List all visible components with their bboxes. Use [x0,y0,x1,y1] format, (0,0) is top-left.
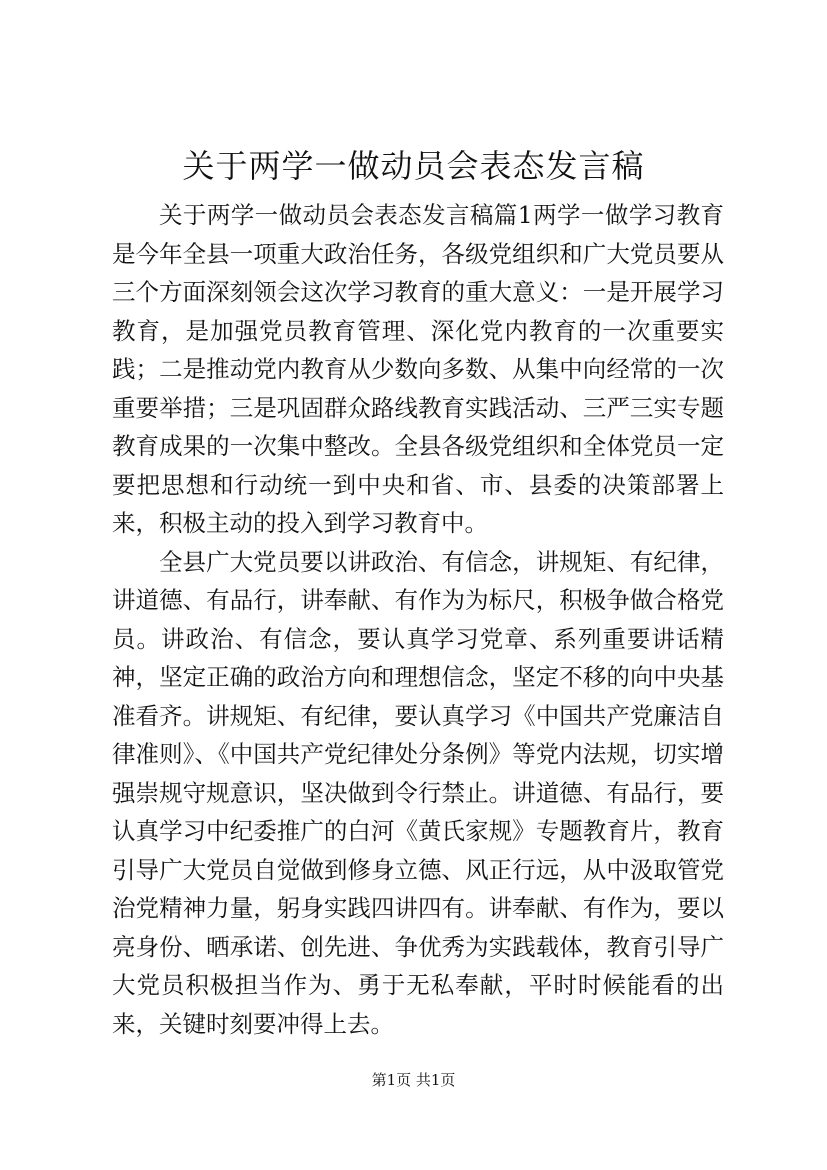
paragraph-1: 关于两学一做动员会表态发言稿篇1两学一做学习教育是今年全县一项重大政治任务，各级党组织和广大党员要从三个方面深刻领会这次学习教育的重大意义：一是开展学习教育，是加强党员教育管理、深化党内教育的一次重要实践；二是推动党内教育从少数向多数、从集中向经常的一次重要举措；三是巩固群众路线教育实践活动、三严三实专题教育成果的一次集中整改。全县各级党组织和全体党员一定要把思想和行动统一到中央和省、市、县委的决策部署上来，积极主动的投入到学习教育中。 [112,201,724,537]
document-body [112,196,724,1043]
page-footer: 第1页 共1页 [371,1071,456,1089]
document-title: 关于两学一做动员会表态发言稿 [182,147,645,185]
paragraph-2: 全县广大党员要以讲政治、有信念，讲规矩、有纪律，讲道德、有品行，讲奉献、有作为为标尺，积极争做合格党员。讲政治、有信念，要认真学习党章、系列重要讲话精神，坚定正确的政治方向和理想信念，坚定不移的向中央基准看齐。讲规矩、有纪律，要认真学习《中国共产党廉洁自律准则》、《中国共产党纪律处分条例》等党内法规，切实增强崇规守规意识，坚决做到令行禁止。讲道德、有品行，要认真学习中纪委推广的白河《黄氏家规》专题教育片，教育引导广大党员自觉做到修身立德、风正行远，从中汲取管党治党精神力量，躬身实践四讲四有。讲奉献、有作为，要以亮身份、晒承诺、创先进、争优秀为实践载体，教育引导广大党员积极担当作为、勇于无私奉献，平时时候能看的出来，关键时刻要冲得上去。 [112,547,724,1038]
